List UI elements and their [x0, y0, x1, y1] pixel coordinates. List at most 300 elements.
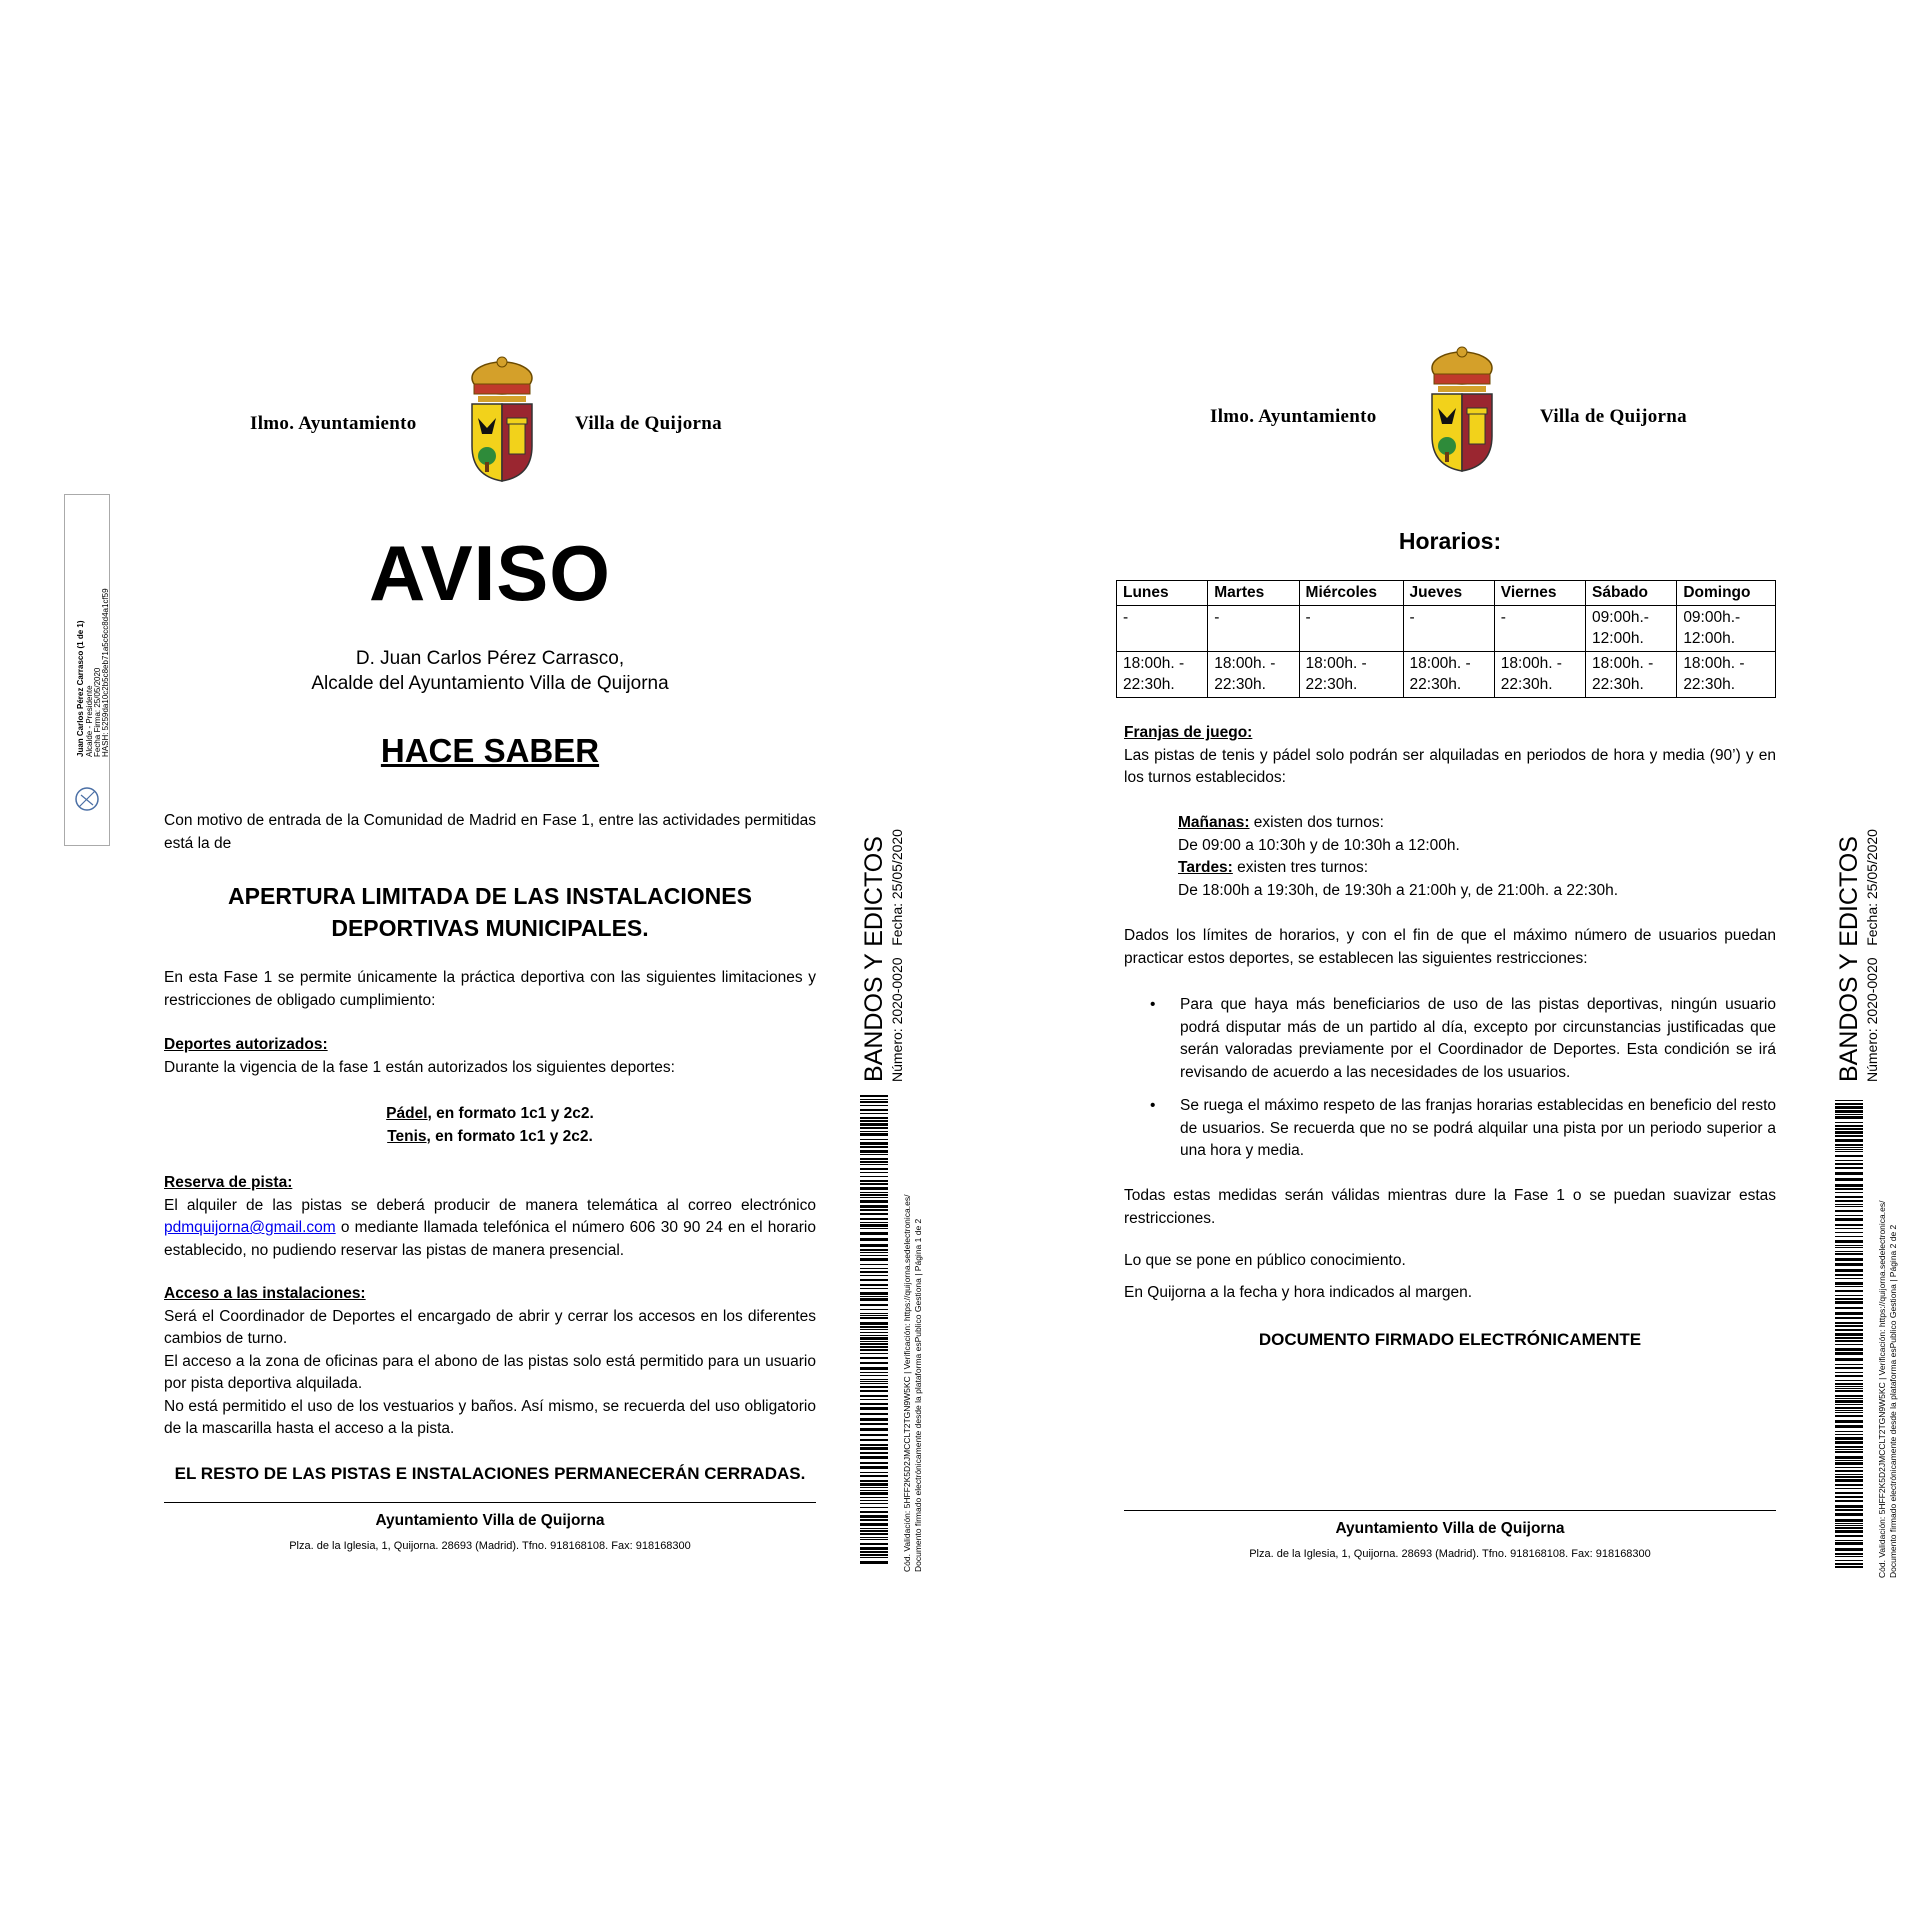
barcode-bar — [1835, 1412, 1863, 1413]
barcode-bar — [1835, 1325, 1863, 1327]
barcode-bar — [860, 1386, 888, 1388]
barcode-bar — [860, 1131, 888, 1132]
barcode-bar — [1835, 1135, 1863, 1137]
barcode-bar — [860, 1399, 888, 1400]
barcode-bar — [860, 1326, 888, 1328]
barcode-bar — [860, 1275, 888, 1276]
barcode-bar — [860, 1154, 888, 1155]
barcode-bar — [1835, 1410, 1863, 1411]
header-left-text: Ilmo. Ayuntamiento — [1210, 406, 1377, 427]
email-link[interactable]: pdmquijorna@gmail.com — [164, 1219, 336, 1236]
barcode-bar — [1835, 1224, 1863, 1226]
barcode-bar — [860, 1381, 888, 1382]
table-cell: 18:00h. - 22:30h. — [1403, 652, 1494, 698]
barcode-bar — [1835, 1509, 1863, 1511]
barcode-bar — [860, 1133, 888, 1136]
barcode-bar — [1835, 1167, 1863, 1169]
barcode-bar — [860, 1362, 888, 1364]
stamp-number-date — [889, 829, 905, 1082]
barcode-bar — [860, 1480, 888, 1482]
barcode-bar — [1835, 1479, 1863, 1482]
barcode-bar — [1835, 1329, 1863, 1331]
verification-code: Cód. Validación: 5HFF2K5D2JMCCLT2TGN9W5KC | Verificación: https://quijorna.sedelectronica.es/ — [1877, 1200, 1887, 1578]
barcode-bar — [1835, 1566, 1863, 1568]
barcode-bar — [1835, 1278, 1863, 1279]
barcode-bar — [1835, 1407, 1863, 1409]
verification-code: Cód. Validación: 5HFF2K5D2JMCCLT2TGN9W5KC | Verificación: https://quijorna.sedelectronica.es/ — [902, 1194, 912, 1572]
signer-role: Alcalde - Presidente — [85, 685, 94, 757]
tenis-format: , en formato 1c1 y 2c2. — [426, 1127, 593, 1145]
barcode-bar — [860, 1403, 888, 1405]
barcode-bar — [860, 1353, 888, 1354]
barcode-bar — [860, 1346, 888, 1348]
list-item: • Se ruega el máximo respeto de las franjas horarias establecidas en beneficio del resto de usuarios. Se recuerda que no se podrá alquilar una pista por un periodo superior a una hora y media. — [1124, 1095, 1776, 1163]
barcode-bar — [860, 1127, 888, 1129]
barcode-bar — [1835, 1380, 1863, 1381]
mananas-text: existen dos turnos: — [1249, 814, 1384, 831]
barcode-bar — [860, 1279, 888, 1281]
table-cell: 18:00h. - 22:30h. — [1677, 652, 1776, 698]
barcode-bar — [1835, 1542, 1863, 1545]
barcode-bar — [1835, 1100, 1863, 1101]
header-left-text: Ilmo. Ayuntamiento — [250, 413, 417, 434]
barcode-bar — [860, 1284, 888, 1286]
barcode-bar — [860, 1554, 888, 1556]
barcode-icon — [1835, 1100, 1865, 1576]
barcode-bar — [1835, 1492, 1863, 1494]
list-item: • Para que haya más beneficiarios de uso de las pistas deportivas, ningún usuario podrá disputar más de un partido al día, excepto por circunstancias justificadas que serán valoradas previamente por el Coordinador de Deportes. Esta condición se irá revisando de acuerdo a las necesidades de los usuarios. — [1124, 994, 1776, 1084]
barcode-bar — [860, 1515, 888, 1518]
barcode-bar — [1835, 1470, 1863, 1472]
barcode-bar — [1835, 1149, 1863, 1150]
barcode-bar — [1835, 1236, 1863, 1237]
barcode-bar — [1835, 1530, 1863, 1533]
table-header-cell: Sábado — [1586, 581, 1677, 606]
barcode-bar — [860, 1213, 888, 1215]
barcode-bar — [860, 1187, 888, 1190]
barcode-bar — [1835, 1431, 1863, 1432]
barcode-bar — [1835, 1451, 1863, 1453]
barcode-bar — [860, 1194, 888, 1196]
barcode-bar — [1835, 1372, 1863, 1373]
barcode-bar — [1835, 1298, 1863, 1300]
barcode-bar — [1835, 1456, 1863, 1459]
barcode-bar — [1835, 1398, 1863, 1399]
barcode-bar — [860, 1332, 888, 1333]
hace-saber-title: HACE SABER — [380, 732, 600, 769]
barcode-bar — [860, 1304, 888, 1306]
barcode-bar — [1835, 1122, 1863, 1123]
acceso-section — [164, 1283, 816, 1441]
barcode-bar — [1835, 1125, 1863, 1127]
barcode-bar — [860, 1487, 888, 1488]
barcode-bar — [860, 1322, 888, 1325]
coat-of-arms-icon — [1424, 346, 1500, 478]
barcode-bar — [860, 1099, 888, 1100]
barcode-bar — [860, 1113, 888, 1114]
table-header-row — [1117, 581, 1776, 606]
stamp-title: BANDOS Y EDICTOS — [1835, 836, 1863, 1082]
barcode-bar — [1835, 1172, 1863, 1175]
table-cell: 09:00h.- 12:00h. — [1677, 606, 1776, 652]
barcode-bar — [860, 1222, 888, 1223]
barcode-bar — [860, 1209, 888, 1211]
barcode-bar — [860, 1288, 888, 1289]
barcode-bar — [860, 1530, 888, 1532]
barcode-bar — [860, 1383, 888, 1384]
barcode-bar — [860, 1423, 888, 1425]
horarios-title: Horarios: — [1398, 528, 1502, 554]
barcode-bar — [1835, 1560, 1863, 1561]
reserva-text-b: o mediante llamada telefónica el número 606 30 90 24 en el horario establecido, no pudiendo reservar las pistas de manera presencial. — [164, 1219, 816, 1259]
barcode-bar — [860, 1537, 888, 1538]
barcode-bar — [1835, 1540, 1863, 1541]
barcode-bar — [1835, 1106, 1863, 1109]
signature-certificate — [64, 494, 110, 846]
barcode-bar — [1835, 1196, 1863, 1198]
barcode-bar — [860, 1533, 888, 1535]
barcode-bar — [860, 1146, 888, 1148]
table-row — [1117, 606, 1776, 652]
barcode-bar — [860, 1472, 888, 1473]
barcode-bar — [860, 1528, 888, 1529]
acceso-paragraph-3: No está permitido el uso de los vestuarios y baños. Así mismo, se recuerda del uso obligatorio de la mascarilla hasta el acceso a la pista. — [164, 1397, 816, 1437]
barcode-bar — [860, 1343, 888, 1345]
barcode-bar — [1835, 1505, 1863, 1508]
table-cell: 09:00h.- 12:00h. — [1586, 606, 1677, 652]
page-2 — [960, 0, 1920, 1920]
document-platform-line: Documento firmado electrónicamente desde la plataforma esPublico Gestiona | Página 1 de 2 — [913, 1218, 923, 1572]
barcode-bar — [860, 1176, 888, 1177]
barcode-bar — [1835, 1263, 1863, 1266]
barcode-bar — [860, 1101, 888, 1103]
closing-notice: EL RESTO DE LAS PISTAS E INSTALACIONES PERMANECERÁN CERRADAS. — [174, 1464, 806, 1483]
barcode-bar — [1835, 1434, 1863, 1435]
barcode-bar — [860, 1168, 888, 1170]
barcode-bar — [1835, 1258, 1863, 1261]
barcode-bar — [860, 1413, 888, 1415]
barcode-bar — [1835, 1232, 1863, 1233]
barcode-bar — [1835, 1446, 1863, 1448]
deportes-title: Deportes autorizados: — [164, 1036, 328, 1053]
barcode-bar — [1835, 1188, 1863, 1190]
footer-address: Plza. de la Iglesia, 1, Quijorna. 28693 (Madrid). Tfno. 918168108. Fax: 918168300 — [1249, 1548, 1651, 1560]
turnos-section — [1178, 812, 1778, 902]
headline-line-1: APERTURA LIMITADA DE LAS INSTALACIONES — [228, 883, 752, 909]
barcode-bar — [860, 1158, 888, 1160]
padel-format: , en formato 1c1 y 2c2. — [427, 1105, 594, 1122]
barcode-bar — [860, 1292, 888, 1295]
barcode-bar — [860, 1407, 888, 1410]
barcode-bar — [1835, 1344, 1863, 1345]
barcode-bar — [860, 1490, 888, 1491]
barcode-icon — [860, 1095, 890, 1571]
barcode-bar — [860, 1503, 888, 1504]
barcode-bar — [860, 1117, 888, 1119]
barcode-bar — [860, 1249, 888, 1251]
barcode-bar — [860, 1150, 888, 1153]
acceso-paragraph-2: El acceso a la zona de oficinas para el abono de las pistas solo está permitido para un usuario por pista deportiva alquilada. — [164, 1352, 816, 1392]
table-header-cell: Domingo — [1677, 581, 1776, 606]
barcode-bar — [860, 1428, 888, 1431]
barcode-bar — [860, 1105, 888, 1106]
barcode-bar — [860, 1142, 888, 1145]
table-cell: - — [1299, 606, 1403, 652]
franjas-section — [1124, 722, 1776, 790]
barcode-bar — [860, 1252, 888, 1253]
header-right-text: Villa de Quijorna — [575, 413, 722, 434]
medidas-paragraph: Todas estas medidas serán válidas mientras dure la Fase 1 o se puedan suavizar estas restricciones. — [1124, 1187, 1776, 1227]
footer-address: Plza. de la Iglesia, 1, Quijorna. 28693 (Madrid). Tfno. 918168108. Fax: 918168300 — [289, 1540, 691, 1552]
acceso-paragraph-1: Será el Coordinador de Deportes el encargado de abrir y cerrar los accesos en los diferentes cambios de turno. — [164, 1307, 816, 1347]
barcode-bar — [1835, 1395, 1863, 1397]
barcode-bar — [1835, 1352, 1863, 1355]
barcode-bar — [860, 1452, 888, 1454]
barcode-bar — [860, 1109, 888, 1111]
barcode-bar — [1835, 1251, 1863, 1252]
barcode-bar — [1835, 1500, 1863, 1502]
barcode-bar — [1835, 1535, 1863, 1537]
barcode-bar — [1835, 1563, 1863, 1565]
barcode-bar — [1835, 1525, 1863, 1526]
barcode-bar — [1835, 1206, 1863, 1207]
barcode-bar — [860, 1200, 888, 1203]
table-header-cell: Jueves — [1403, 581, 1494, 606]
barcode-bar — [1835, 1228, 1863, 1229]
sports-list — [164, 1103, 816, 1148]
barcode-bar — [1835, 1307, 1863, 1309]
barcode-bar — [1835, 1513, 1863, 1516]
barcode-bar — [1835, 1358, 1863, 1361]
barcode-bar — [1835, 1474, 1863, 1475]
aviso-title: AVISO — [369, 529, 611, 617]
barcode-bar — [860, 1139, 888, 1140]
deportes-section — [164, 1034, 816, 1079]
barcode-bar — [1835, 1155, 1863, 1157]
footer-title: Ayuntamiento Villa de Quijorna — [1335, 1520, 1565, 1537]
barcode-bar — [860, 1507, 888, 1508]
barcode-bar — [860, 1395, 888, 1397]
barcode-bar — [1835, 1128, 1863, 1130]
barcode-bar — [860, 1349, 888, 1351]
barcode-bar — [1835, 1312, 1863, 1315]
tardes-times: De 18:00h a 19:30h, de 19:30h a 21:00h y, de 21:00h. a 22:30h. — [1178, 881, 1619, 899]
schedule-table — [1116, 580, 1776, 698]
barcode-bar — [860, 1224, 888, 1227]
barcode-bar — [860, 1539, 888, 1540]
barcode-bar — [860, 1172, 888, 1173]
barcode-bar — [860, 1183, 888, 1185]
barcode-bar — [860, 1192, 888, 1193]
barcode-bar — [1835, 1131, 1863, 1134]
barcode-bar — [1835, 1204, 1863, 1205]
franjas-text: Las pistas de tenis y pádel solo podrán ser alquiladas en periodos de hora y media (90’) y en los turnos establecidos: — [1124, 746, 1776, 786]
barcode-bar — [1835, 1151, 1863, 1152]
barcode-bar — [1835, 1301, 1863, 1304]
barcode-bar — [1835, 1184, 1863, 1187]
fecha-paragraph: En Quijorna a la fecha y hora indicados al margen. — [1124, 1284, 1473, 1301]
barcode-bar — [860, 1298, 888, 1301]
padel-item — [164, 1103, 816, 1126]
barcode-bar — [860, 1161, 888, 1163]
signature-date: Fecha Firma: 25/05/2020 — [93, 667, 102, 757]
barcode-bar — [1835, 1286, 1863, 1287]
barcode-bar — [1835, 1218, 1863, 1221]
barcode-bar — [860, 1218, 888, 1220]
mayor-block — [280, 646, 700, 696]
barcode-bar — [860, 1317, 888, 1319]
barcode-bar — [1835, 1210, 1863, 1212]
barcode-bar — [860, 1296, 888, 1297]
barcode-bar — [1835, 1163, 1863, 1165]
table-header-cell: Martes — [1208, 581, 1299, 606]
mayor-line-2: Alcalde del Ayuntamiento Villa de Quijorna — [311, 673, 669, 694]
barcode-bar — [1835, 1388, 1863, 1389]
barcode-bar — [860, 1379, 888, 1380]
tenis-name: Tenis — [387, 1127, 427, 1145]
barcode-bar — [860, 1447, 888, 1450]
barcode-bar — [1835, 1160, 1863, 1161]
barcode-bar — [860, 1264, 888, 1265]
table-cell: 18:00h. - 22:30h. — [1117, 652, 1208, 698]
barcode-bar — [860, 1500, 888, 1501]
barcode-bar — [1835, 1425, 1863, 1428]
barcode-bar — [860, 1434, 888, 1436]
barcode-bar — [1835, 1449, 1863, 1450]
barcode-bar — [1835, 1245, 1863, 1246]
table-cell: 18:00h. - 22:30h. — [1494, 652, 1585, 698]
barcode-bar — [1835, 1139, 1863, 1142]
barcode-bar — [860, 1375, 888, 1376]
barcode-bar — [860, 1309, 888, 1310]
barcode-bar — [1835, 1274, 1863, 1276]
barcode-bar — [860, 1357, 888, 1359]
barcode-bar — [1835, 1519, 1863, 1522]
stamp-number: Número: 2020-0020 — [1864, 957, 1880, 1082]
footer-title: Ayuntamiento Villa de Quijorna — [375, 1512, 605, 1529]
limites-paragraph: Dados los límites de horarios, y con el fin de que el máximo número de usuarios puedan practicar estos deportes, se establecen las siguientes restricciones: — [1124, 927, 1776, 967]
restrictions-list — [1124, 994, 1776, 1174]
barcode-bar — [1835, 1295, 1863, 1296]
stamp-date: Fecha: 25/05/2020 — [889, 829, 905, 946]
barcode-bar — [1835, 1240, 1863, 1243]
barcode-bar — [860, 1492, 888, 1495]
barcode-bar — [860, 1164, 888, 1165]
barcode-bar — [1835, 1322, 1863, 1324]
barcode-bar — [860, 1561, 888, 1564]
barcode-bar — [860, 1483, 888, 1486]
barcode-bar — [1835, 1333, 1863, 1336]
barcode-bar — [1835, 1462, 1863, 1465]
header-right-text: Villa de Quijorna — [1540, 406, 1687, 427]
barcode-bar — [860, 1523, 888, 1526]
barcode-bar — [860, 1120, 888, 1122]
table-cell: 18:00h. - 22:30h. — [1299, 652, 1403, 698]
barcode-bar — [1835, 1340, 1863, 1342]
barcode-bar — [1835, 1441, 1863, 1444]
barcode-bar — [860, 1232, 888, 1235]
barcode-bar — [860, 1547, 888, 1550]
barcode-bar — [860, 1329, 888, 1330]
barcode-bar — [1835, 1386, 1863, 1387]
barcode-bar — [860, 1238, 888, 1241]
barcode-bar — [1835, 1527, 1863, 1529]
barcode-bar — [860, 1197, 888, 1198]
barcode-bar — [860, 1418, 888, 1421]
barcode-bar — [1835, 1110, 1863, 1113]
barcode-bar — [1835, 1147, 1863, 1148]
barcode-bar — [860, 1268, 888, 1269]
barcode-bar — [860, 1123, 888, 1126]
barcode-bar — [1835, 1420, 1863, 1423]
barcode-bar — [1835, 1364, 1863, 1365]
mananas-times: De 09:00 a 10:30h y de 10:30h a 12:00h. — [1178, 836, 1460, 854]
table-cell: - — [1208, 606, 1299, 652]
reserva-text-a: El alquiler de las pistas se deberá producir de manera telemática al correo electrónico — [164, 1196, 816, 1214]
franjas-title: Franjas de juego: — [1124, 724, 1253, 741]
barcode-bar — [860, 1258, 888, 1261]
barcode-bar — [1835, 1484, 1863, 1486]
barcode-bar — [1835, 1390, 1863, 1392]
barcode-bar — [1835, 1437, 1863, 1440]
table-cell: - — [1117, 606, 1208, 652]
barcode-bar — [1835, 1556, 1863, 1557]
reserva-section — [164, 1172, 816, 1262]
signer-name: Juan Carlos Pérez Carrasco (1 de 1) — [76, 620, 85, 757]
barcode-bar — [860, 1244, 888, 1247]
barcode-bar — [1835, 1367, 1863, 1369]
barcode-bar — [860, 1511, 888, 1513]
table-row — [1117, 652, 1776, 698]
barcode-bar — [1835, 1247, 1863, 1248]
barcode-bar — [860, 1444, 888, 1446]
barcode-bar — [1835, 1553, 1863, 1555]
barcode-bar — [860, 1341, 888, 1342]
stamp-title: BANDOS Y EDICTOS — [860, 836, 888, 1082]
barcode-bar — [1835, 1460, 1863, 1461]
stamp-number-date — [1864, 829, 1880, 1082]
footer-divider — [1124, 1510, 1776, 1511]
table-header-cell: Viernes — [1494, 581, 1585, 606]
signature-hash: HASH: 5259da10c2b5c8eb71a5c6cc8d4a1cf59 — [101, 588, 110, 757]
barcode-bar — [1835, 1103, 1863, 1105]
barcode-bar — [1835, 1144, 1863, 1146]
barcode-bar — [1835, 1290, 1863, 1292]
barcode-bar — [1835, 1383, 1863, 1385]
barcode-bar — [860, 1255, 888, 1256]
footer-divider — [164, 1502, 816, 1503]
barcode-bar — [860, 1095, 888, 1097]
table-cell: - — [1403, 606, 1494, 652]
barcode-bar — [1835, 1269, 1863, 1272]
acceso-title: Acceso a las instalaciones: — [164, 1285, 366, 1302]
intro-paragraph: Con motivo de entrada de la Comunidad de Madrid en Fase 1, entre las actividades permitidas está la de — [164, 812, 816, 852]
barcode-bar — [1835, 1467, 1863, 1468]
table-header-cell: Miércoles — [1299, 581, 1403, 606]
barcode-bar — [1835, 1215, 1863, 1216]
barcode-bar — [860, 1497, 888, 1498]
barcode-bar — [860, 1466, 888, 1469]
barcode-bar — [860, 1372, 888, 1373]
barcode-bar — [860, 1180, 888, 1182]
barcode-bar — [1835, 1548, 1863, 1551]
barcode-bar — [860, 1551, 888, 1553]
barcode-bar — [1835, 1282, 1863, 1285]
headline-line-2: DEPORTIVAS MUNICIPALES. — [331, 915, 649, 941]
barcode-bar — [1835, 1415, 1863, 1417]
barcode-bar — [1835, 1375, 1863, 1377]
table-cell: 18:00h. - 22:30h. — [1208, 652, 1299, 698]
